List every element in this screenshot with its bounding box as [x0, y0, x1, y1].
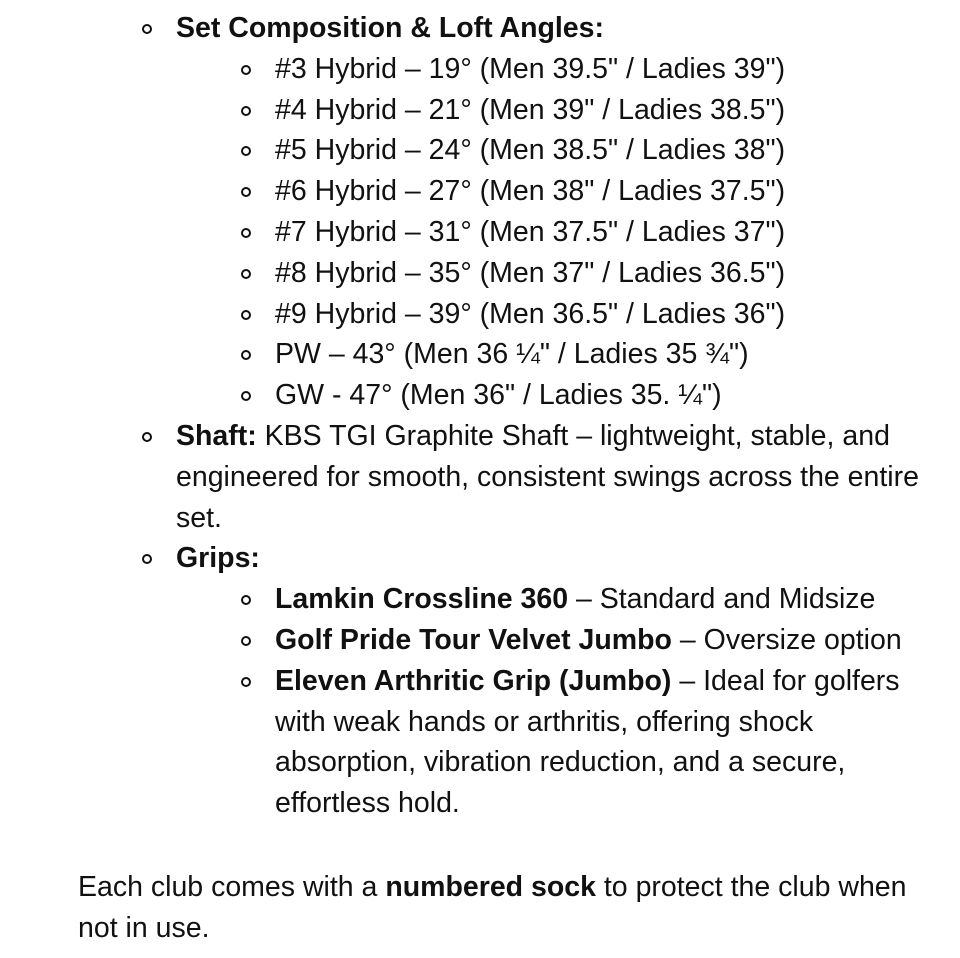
loft-item-text: PW – 43° (Men 36 ¼" / Ladies 35 ¾") [275, 338, 749, 371]
grip-item [275, 579, 935, 620]
footer-text-after: to protect the club when not in use. [78, 871, 907, 944]
footer-text-bold: numbered sock [385, 871, 596, 903]
footer-paragraph [78, 867, 938, 949]
loft-item-text: #4 Hybrid – 21° (Men 39" / Ladies 38.5") [275, 93, 786, 126]
loft-item-text: #7 Hybrid – 31° (Men 37.5" / Ladies 37") [275, 215, 786, 248]
hollow-bullet-icon [241, 146, 251, 156]
shaft-label: Shaft: [176, 419, 257, 452]
loft-item-text: #9 Hybrid – 39° (Men 36.5" / Ladies 36") [275, 297, 786, 330]
loft-item-text: #3 Hybrid – 19° (Men 39.5" / Ladies 39") [275, 52, 786, 85]
set-composition-item [176, 8, 936, 416]
hollow-bullet-icon [241, 106, 251, 116]
spec-list [176, 8, 936, 824]
loft-item [275, 49, 935, 90]
loft-item-text: #5 Hybrid – 24° (Men 38.5" / Ladies 38") [275, 134, 786, 167]
hollow-bullet-icon [241, 595, 251, 605]
hollow-bullet-icon [142, 24, 152, 34]
hollow-bullet-icon [142, 432, 152, 442]
hollow-bullet-icon [241, 310, 251, 320]
grips-heading: Grips: [176, 542, 260, 575]
loft-item-text: #8 Hybrid – 35° (Men 37" / Ladies 36.5") [275, 256, 786, 289]
grips-list [275, 579, 935, 824]
grip-item [275, 620, 935, 661]
footer-note [78, 867, 938, 949]
grip-name: Eleven Arthritic Grip (Jumbo) [275, 664, 672, 697]
hollow-bullet-icon [241, 228, 251, 238]
loft-item [275, 375, 935, 416]
grip-item [275, 661, 935, 824]
hollow-bullet-icon [241, 269, 251, 279]
loft-item [275, 130, 935, 171]
grip-name: Lamkin Crossline 360 [275, 583, 569, 616]
grip-name: Golf Pride Tour Velvet Jumbo [275, 623, 672, 656]
loft-item [275, 294, 935, 335]
loft-item [275, 171, 935, 212]
loft-item [275, 212, 935, 253]
loft-item [275, 334, 935, 375]
hollow-bullet-icon [241, 391, 251, 401]
grips-item [176, 538, 936, 824]
shaft-text: KBS TGI Graphite Shaft – lightweight, stable, and engineered for smooth, consistent swings across the entire set. [176, 419, 919, 534]
hollow-bullet-icon [241, 677, 251, 687]
hollow-bullet-icon [142, 554, 152, 564]
hollow-bullet-icon [241, 350, 251, 360]
hollow-bullet-icon [241, 187, 251, 197]
loft-item-text: #6 Hybrid – 27° (Men 38" / Ladies 37.5") [275, 175, 786, 208]
grip-desc: – Oversize option [671, 623, 902, 656]
grip-desc: – Standard and Midsize [568, 583, 876, 616]
loft-item [275, 253, 935, 294]
grip-desc: – Ideal for golfers with weak hands or arthritis, offering shock absorption, vibration reduction, and a secure, effortless hold. [275, 664, 900, 820]
footer-text-before: Each club comes with a [78, 871, 386, 903]
set-composition-heading: Set Composition & Loft Angles: [176, 12, 605, 44]
hollow-bullet-icon [241, 65, 251, 75]
loft-item [275, 90, 935, 131]
loft-list [275, 49, 935, 416]
hollow-bullet-icon [241, 636, 251, 646]
shaft-item [176, 416, 936, 538]
loft-item-text: GW - 47° (Men 36" / Ladies 35. ¼") [275, 379, 722, 412]
